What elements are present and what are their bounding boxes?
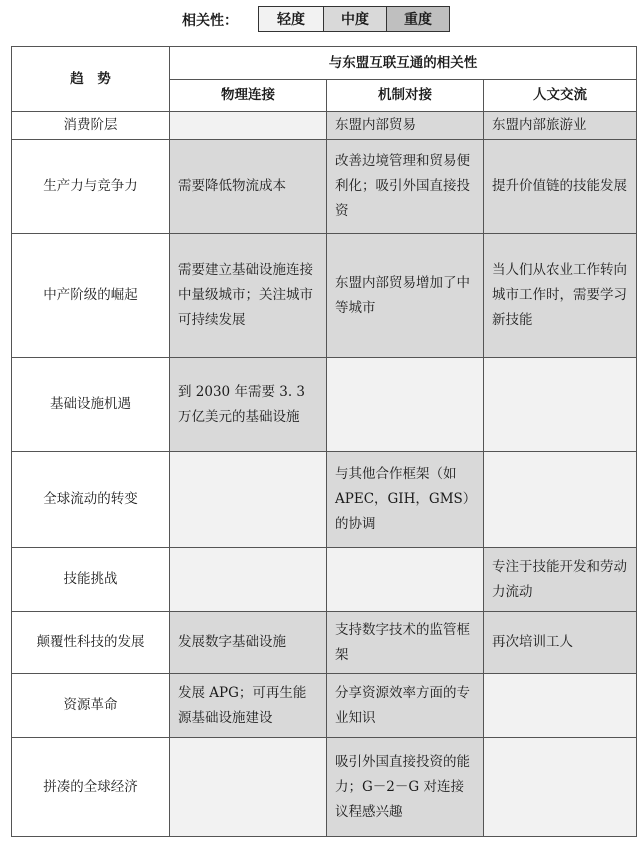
- cell-physical: 发展数字基础设施: [170, 612, 327, 674]
- cell-institutional: [327, 358, 484, 452]
- cell-institutional: 东盟内部贸易: [327, 112, 484, 140]
- cell-institutional: 改善边境管理和贸易便利化；吸引外国直接投资: [327, 140, 484, 234]
- cell-people: 专注于技能开发和劳动力流动: [484, 548, 637, 612]
- cell-institutional: 吸引外国直接投资的能力；G－2－G 对连接议程感兴趣: [327, 738, 484, 837]
- cell-physical: [170, 452, 327, 548]
- cell-institutional: [327, 548, 484, 612]
- relevance-legend: [0, 6, 642, 34]
- connectivity-table: [11, 46, 637, 837]
- legend-medium: 中度: [323, 6, 387, 32]
- cell-institutional: 支持数字技术的监管框架: [327, 612, 484, 674]
- cell-people: [484, 452, 637, 548]
- cell-physical: 需要降低物流成本: [170, 140, 327, 234]
- legend-light: 轻度: [258, 6, 324, 32]
- column-header-physical: 物理连接: [170, 80, 327, 112]
- cell-people: [484, 674, 637, 738]
- trend-cell: 消费阶层: [12, 112, 170, 140]
- cell-physical: 到 2030 年需要 3. 3 万亿美元的基础设施: [170, 358, 327, 452]
- cell-people: [484, 738, 637, 837]
- trend-cell: 拼凑的全球经济: [12, 738, 170, 837]
- legend-heavy: 重度: [386, 6, 450, 32]
- trend-cell: 资源革命: [12, 674, 170, 738]
- cell-people: [484, 358, 637, 452]
- table-row: [12, 234, 637, 358]
- table-row: [12, 140, 637, 234]
- relevance-group-header: 与东盟互联互通的相关性: [170, 47, 637, 80]
- cell-institutional: 分享资源效率方面的专业知识: [327, 674, 484, 738]
- cell-people: 提升价值链的技能发展: [484, 140, 637, 234]
- table-row: [12, 612, 637, 674]
- cell-physical: 发展 APG；可再生能源基础设施建设: [170, 674, 327, 738]
- cell-people: 当人们从农业工作转向城市工作时，需要学习新技能: [484, 234, 637, 358]
- trend-header: 趋 势: [12, 47, 170, 112]
- cell-physical: 需要建立基础设施连接中量级城市；关注城市可持续发展: [170, 234, 327, 358]
- cell-institutional: 东盟内部贸易增加了中等城市: [327, 234, 484, 358]
- cell-people: 东盟内部旅游业: [484, 112, 637, 140]
- header-row: [12, 47, 637, 80]
- trend-cell: 颠覆性科技的发展: [12, 612, 170, 674]
- cell-people: 再次培训工人: [484, 612, 637, 674]
- table-row: [12, 112, 637, 140]
- table-row: [12, 452, 637, 548]
- cell-physical: [170, 112, 327, 140]
- table-row: [12, 674, 637, 738]
- legend-label: 相关性：: [182, 13, 238, 29]
- cell-physical: [170, 738, 327, 837]
- column-header-people: 人文交流: [484, 80, 637, 112]
- table-row: [12, 738, 637, 837]
- trend-cell: 中产阶级的崛起: [12, 234, 170, 358]
- cell-institutional: 与其他合作框架（如 APEC，GIH，GMS）的协调: [327, 452, 484, 548]
- table-row: [12, 358, 637, 452]
- trend-cell: 技能挑战: [12, 548, 170, 612]
- table-row: [12, 548, 637, 612]
- trend-cell: 全球流动的转变: [12, 452, 170, 548]
- cell-physical: [170, 548, 327, 612]
- column-header-institutional: 机制对接: [327, 80, 484, 112]
- trend-cell: 基础设施机遇: [12, 358, 170, 452]
- trend-cell: 生产力与竞争力: [12, 140, 170, 234]
